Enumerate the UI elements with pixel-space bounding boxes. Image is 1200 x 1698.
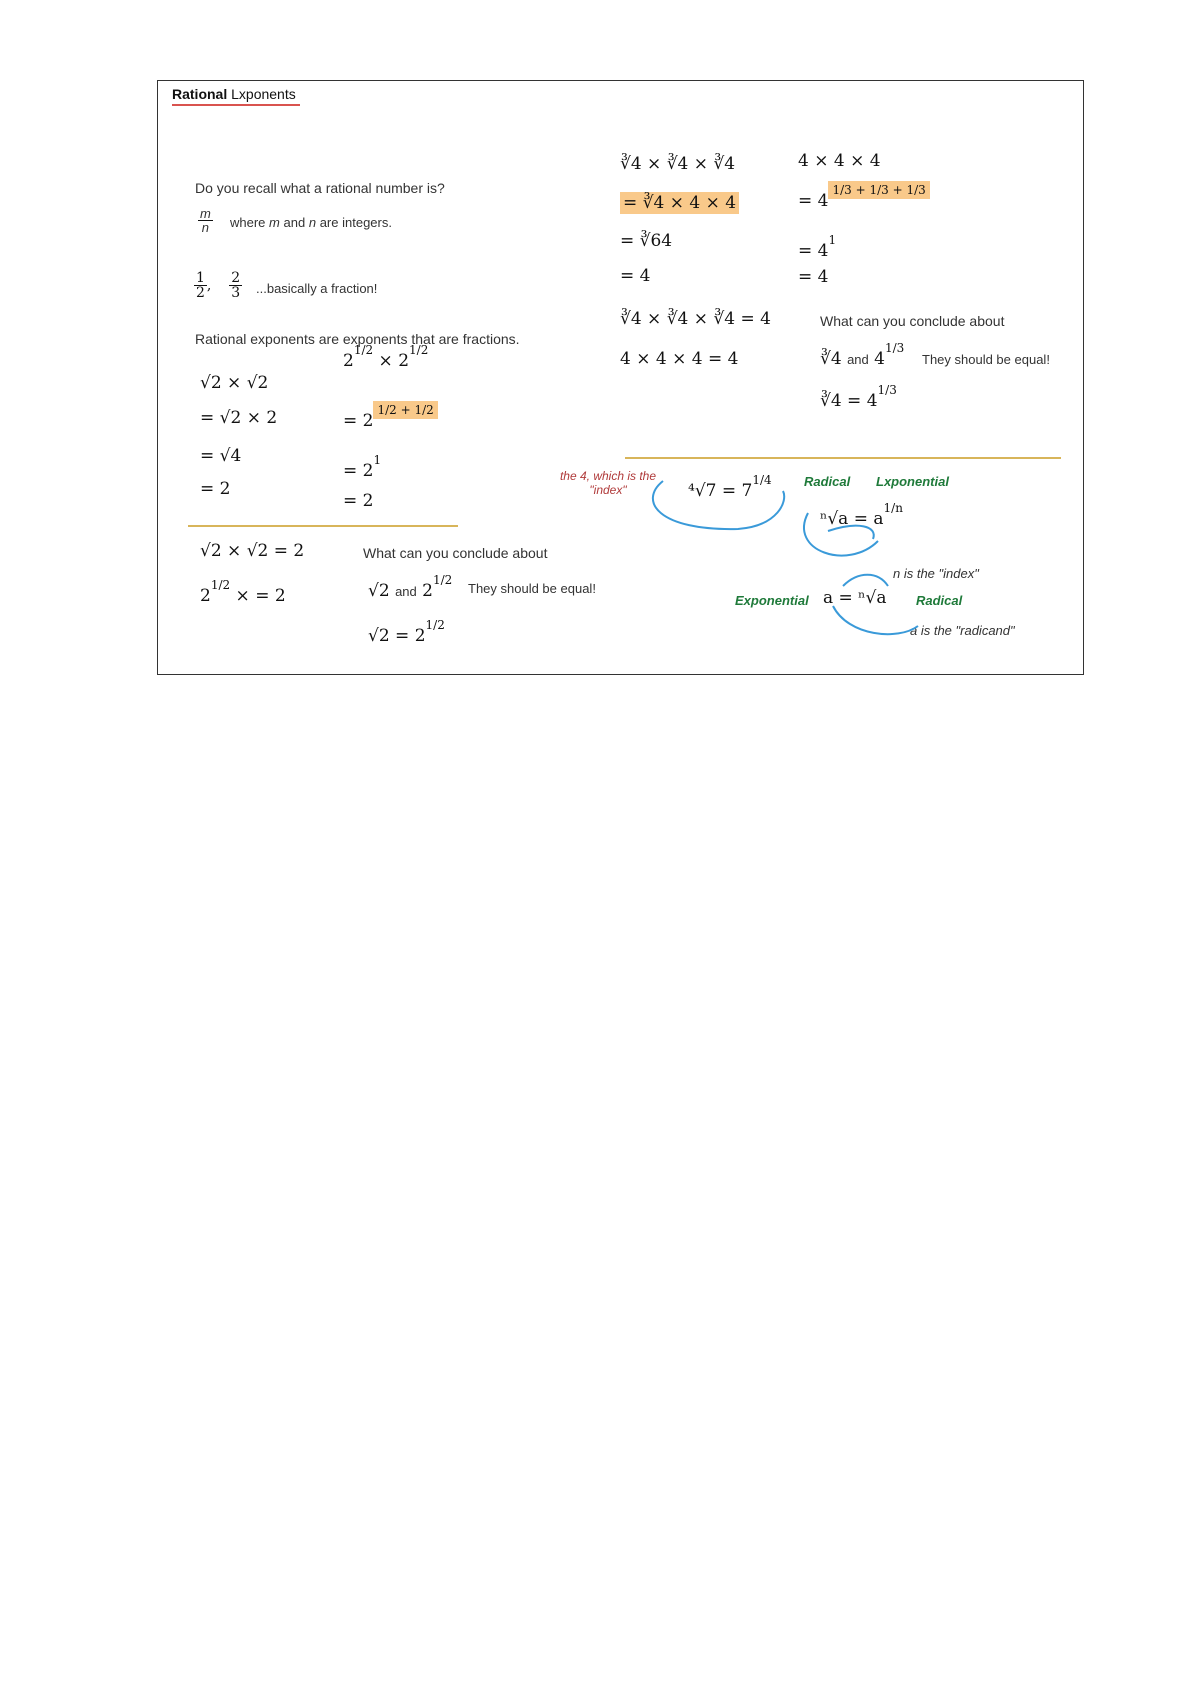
e2-eq: = — [343, 411, 358, 431]
c2-highlight: = ∛4 × 4 × 4 — [620, 192, 739, 214]
four-right: 4 — [874, 349, 885, 369]
question-text: Do you recall what a rational number is? — [195, 180, 445, 196]
radical-label-2: Radical — [916, 593, 963, 608]
frac2-den: 3 — [231, 285, 241, 301]
e1-exp-a: 1/2 — [353, 343, 374, 357]
cube-root-step-4: = 4 — [620, 266, 651, 286]
arrow-eq3-top — [843, 575, 888, 586]
exponential-label: Lxponential — [876, 474, 949, 489]
p1-text: 4 × 4 × 4 — [798, 151, 881, 171]
cube-right: ∛4 — [820, 349, 842, 369]
arrow-eq3-bottom — [833, 606, 918, 634]
title-bold: Rational — [172, 86, 228, 102]
and-right: and — [847, 352, 869, 367]
arrow-eq1 — [653, 481, 784, 529]
frac2-num: 2 — [231, 270, 241, 286]
fraction-examples: $\frac{1}{2}$ , $\frac{2}{3}$ — [196, 270, 241, 301]
conclude-text-right: What can you conclude about — [820, 313, 1005, 329]
power-step-4: = 4 — [798, 267, 829, 287]
bottom-equation-2: $2^{1/2}$ × = 2 — [200, 578, 286, 606]
equal-text-left: They should be equal! — [468, 581, 596, 596]
third-exp-b: 1/3 — [877, 383, 897, 397]
e1-base-a: 2 — [343, 351, 354, 371]
basically-text: ...basically a fraction! — [256, 281, 378, 296]
p2-eq: = — [798, 191, 813, 211]
radical-label: Radical — [804, 474, 851, 489]
and-word: and — [283, 215, 306, 230]
where-word: where — [230, 215, 266, 230]
e1-base-b: 2 — [398, 351, 410, 371]
p2-base: 4 — [817, 191, 829, 211]
exponential-label-2: Exponential — [735, 593, 809, 608]
final-left: $√2 = 2^{1/2}$ — [368, 618, 445, 646]
radical-step-1: √2 × √2 — [200, 373, 269, 393]
eq2-exp: 1/n — [883, 501, 903, 515]
m-num: m — [200, 206, 211, 221]
n-var: n — [308, 215, 317, 230]
third-exp-a: 1/3 — [885, 341, 905, 355]
arrow-overlay — [158, 81, 1083, 674]
e3-base: = 2 — [343, 461, 374, 481]
e1-times: × — [378, 351, 393, 371]
radical-step-3: = √4 — [200, 446, 242, 466]
final-right-text: ∛4 = 4 — [820, 391, 878, 411]
eq2-text: ⁿ√a = a — [820, 509, 884, 529]
p2-highlighted-exponent: 1/3 + 1/3 + 1/3 — [828, 181, 929, 199]
cube-root-step-3: = ∛64 — [620, 231, 673, 251]
and-left: and — [395, 584, 417, 599]
e2-base: 2 — [362, 411, 374, 431]
m-var: m — [269, 215, 280, 230]
p3-exp: 1 — [828, 233, 837, 247]
rational-definition: Rational exponents are exponents that are fractions. — [195, 331, 520, 347]
slide-frame — [157, 80, 1084, 675]
eq1-exp: 1/4 — [752, 473, 772, 487]
summary-equation-1: ∛4 × ∛4 × ∛4 = 4 — [620, 309, 771, 329]
bottom-equation-1: √2 × √2 = 2 — [200, 541, 305, 561]
radical-step-2: = √2 × 2 — [200, 408, 278, 428]
arrow-eq2-b — [828, 526, 874, 539]
are-integers-word: are integers. — [319, 215, 392, 230]
title-rest: Lxponents — [227, 86, 296, 102]
arrow-eq2 — [804, 513, 878, 556]
n-index-note: n is the "index" — [893, 566, 979, 581]
n-den: n — [201, 220, 210, 235]
e2-highlighted-exponent: 1/2 + 1/2 — [373, 401, 437, 419]
final-left-text: √2 = 2 — [368, 626, 426, 646]
summary-equation-2: 4 × 4 × 4 = 4 — [620, 349, 739, 369]
e1-exp-b: 1/2 — [409, 343, 429, 357]
radical-step-4: = 2 — [200, 479, 231, 499]
index-note: the 4, which is the "index" — [559, 469, 657, 497]
conclude-text-left: What can you conclude about — [363, 545, 548, 561]
b2-rest: × = 2 — [235, 586, 286, 606]
diagram-equation-3: a = ⁿ√a — [823, 588, 887, 608]
eq1-text: ⁴√7 = 7 — [688, 481, 753, 501]
exponent-step-4: = 2 — [343, 491, 374, 511]
equal-text-right: They should be equal! — [922, 352, 1050, 367]
frac1-den: 2 — [196, 285, 205, 301]
a-radicand-note: a is the "radicand" — [910, 623, 1015, 638]
compare-left: √2 and $2^{1/2}$ — [368, 573, 453, 601]
cube-root-step-1: ∛4 × ∛4 × ∛4 — [620, 154, 736, 174]
p3-base: = 4 — [798, 241, 829, 261]
e3-exp: 1 — [373, 453, 382, 467]
frac1-num: 1 — [196, 270, 205, 286]
